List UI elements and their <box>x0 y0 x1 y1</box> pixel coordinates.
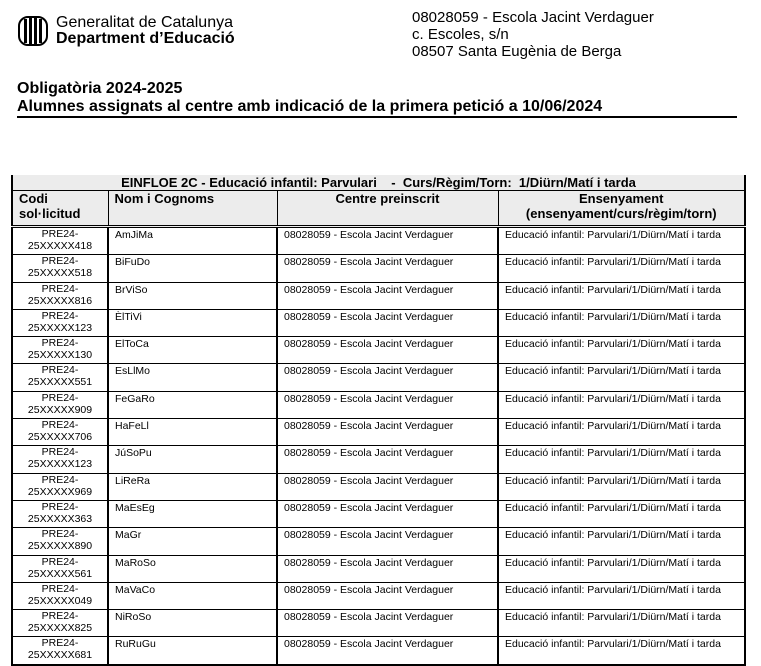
table-row <box>12 364 745 391</box>
table-row <box>12 500 745 527</box>
centre: 08028059 - Escola Jacint Verdaguer <box>277 500 498 527</box>
table-row <box>12 255 745 282</box>
centre: 08028059 - Escola Jacint Verdaguer <box>277 309 498 336</box>
student-name: RuRuGu <box>108 637 277 665</box>
request-code: PRE24- 25XXXXX363 <box>12 500 108 527</box>
request-code: PRE24- 25XXXXX130 <box>12 337 108 364</box>
centre: 08028059 - Escola Jacint Verdaguer <box>277 473 498 500</box>
student-name: NiRoSo <box>108 610 277 637</box>
request-code: PRE24- 25XXXXX518 <box>12 255 108 282</box>
student-name: MaRoSo <box>108 555 277 582</box>
student-name: MaVaCo <box>108 582 277 609</box>
divider <box>17 116 737 118</box>
table-row <box>12 528 745 555</box>
student-name: LiReRa <box>108 473 277 500</box>
centre: 08028059 - Escola Jacint Verdaguer <box>277 637 498 665</box>
teaching: Educació infantil: Parvulari/1/Diürn/Matí i tarda <box>498 309 745 336</box>
page-subtitle: Alumnes assignats al centre amb indicació de la primera petició a 10/06/2024 <box>17 98 603 115</box>
request-code: PRE24- 25XXXXX890 <box>12 528 108 555</box>
teaching: Educació infantil: Parvulari/1/Diürn/Matí i tarda <box>498 446 745 473</box>
department-name: Department d’Educació <box>56 30 235 47</box>
request-code: PRE24- 25XXXXX049 <box>12 582 108 609</box>
student-name: MaEsEg <box>108 500 277 527</box>
col-header-code: Codi sol·licitud <box>12 191 108 227</box>
request-code: PRE24- 25XXXXX123 <box>12 309 108 336</box>
page-title: Obligatòria 2024-2025 <box>17 80 183 97</box>
table-row <box>12 582 745 609</box>
teaching: Educació infantil: Parvulari/1/Diürn/Matí i tarda <box>498 282 745 309</box>
centre: 08028059 - Escola Jacint Verdaguer <box>277 555 498 582</box>
centre: 08028059 - Escola Jacint Verdaguer <box>277 419 498 446</box>
student-name: JúSoPu <box>108 446 277 473</box>
centre: 08028059 - Escola Jacint Verdaguer <box>277 582 498 609</box>
col-header-name: Nom i Cognoms <box>108 191 277 227</box>
student-name: MaGr <box>108 528 277 555</box>
teaching: Educació infantil: Parvulari/1/Diürn/Matí i tarda <box>498 500 745 527</box>
table-row <box>12 637 745 665</box>
request-code: PRE24- 25XXXXX123 <box>12 446 108 473</box>
centre: 08028059 - Escola Jacint Verdaguer <box>277 227 498 255</box>
teaching: Educació infantil: Parvulari/1/Diürn/Matí i tarda <box>498 364 745 391</box>
student-name: FeGaRo <box>108 391 277 418</box>
generalitat-logo <box>18 15 235 47</box>
group-header: EINFLOE 2C - Educació infantil: Parvulari - Curs/Règim/Torn: 1/Diürn/Matí i tarda <box>12 175 745 191</box>
table-row <box>12 282 745 309</box>
table-row <box>12 555 745 582</box>
teaching: Educació infantil: Parvulari/1/Diürn/Matí i tarda <box>498 391 745 418</box>
request-code: PRE24- 25XXXXX706 <box>12 419 108 446</box>
centre: 08028059 - Escola Jacint Verdaguer <box>277 610 498 637</box>
student-name: BiFuDo <box>108 255 277 282</box>
table-row <box>12 391 745 418</box>
org-name: Generalitat de Catalunya <box>56 14 233 31</box>
centre: 08028059 - Escola Jacint Verdaguer <box>277 391 498 418</box>
request-code: PRE24- 25XXXXX681 <box>12 637 108 665</box>
centre: 08028059 - Escola Jacint Verdaguer <box>277 364 498 391</box>
teaching: Educació infantil: Parvulari/1/Diürn/Matí i tarda <box>498 582 745 609</box>
request-code: PRE24- 25XXXXX418 <box>12 227 108 255</box>
centre: 08028059 - Escola Jacint Verdaguer <box>277 337 498 364</box>
teaching: Educació infantil: Parvulari/1/Diürn/Matí i tarda <box>498 610 745 637</box>
student-name: HaFeLl <box>108 419 277 446</box>
request-code: PRE24- 25XXXXX551 <box>12 364 108 391</box>
request-code: PRE24- 25XXXXX825 <box>12 610 108 637</box>
student-name: ElToCa <box>108 337 277 364</box>
school-city: 08507 Santa Eugènia de Berga <box>412 43 622 60</box>
student-name: BrViSo <box>108 282 277 309</box>
col-header-centre: Centre preinscrit <box>277 191 498 227</box>
generalitat-emblem-icon <box>18 16 48 46</box>
centre: 08028059 - Escola Jacint Verdaguer <box>277 255 498 282</box>
request-code: PRE24- 25XXXXX561 <box>12 555 108 582</box>
table-row <box>12 337 745 364</box>
teaching: Educació infantil: Parvulari/1/Diürn/Matí i tarda <box>498 637 745 665</box>
school-name: 08028059 - Escola Jacint Verdaguer <box>412 9 654 26</box>
students-table <box>11 175 746 666</box>
table-row <box>12 227 745 255</box>
teaching: Educació infantil: Parvulari/1/Diürn/Matí i tarda <box>498 227 745 255</box>
teaching: Educació infantil: Parvulari/1/Diürn/Matí i tarda <box>498 473 745 500</box>
centre: 08028059 - Escola Jacint Verdaguer <box>277 282 498 309</box>
request-code: PRE24- 25XXXXX816 <box>12 282 108 309</box>
school-address <box>412 9 654 60</box>
table-row <box>12 446 745 473</box>
teaching: Educació infantil: Parvulari/1/Diürn/Matí i tarda <box>498 419 745 446</box>
col-header-teaching: Ensenyament (ensenyament/curs/règim/torn) <box>498 191 745 227</box>
teaching: Educació infantil: Parvulari/1/Diürn/Matí i tarda <box>498 337 745 364</box>
request-code: PRE24- 25XXXXX909 <box>12 391 108 418</box>
request-code: PRE24- 25XXXXX969 <box>12 473 108 500</box>
teaching: Educació infantil: Parvulari/1/Diürn/Matí i tarda <box>498 255 745 282</box>
centre: 08028059 - Escola Jacint Verdaguer <box>277 528 498 555</box>
teaching: Educació infantil: Parvulari/1/Diürn/Matí i tarda <box>498 528 745 555</box>
table-row <box>12 610 745 637</box>
table-row <box>12 419 745 446</box>
student-name: AmJiMa <box>108 227 277 255</box>
teaching: Educació infantil: Parvulari/1/Diürn/Matí i tarda <box>498 555 745 582</box>
student-name: EsLlMo <box>108 364 277 391</box>
school-street: c. Escoles, s/n <box>412 26 509 43</box>
table-row <box>12 309 745 336</box>
table-row <box>12 473 745 500</box>
centre: 08028059 - Escola Jacint Verdaguer <box>277 446 498 473</box>
student-name: ÈlTiVi <box>108 309 277 336</box>
